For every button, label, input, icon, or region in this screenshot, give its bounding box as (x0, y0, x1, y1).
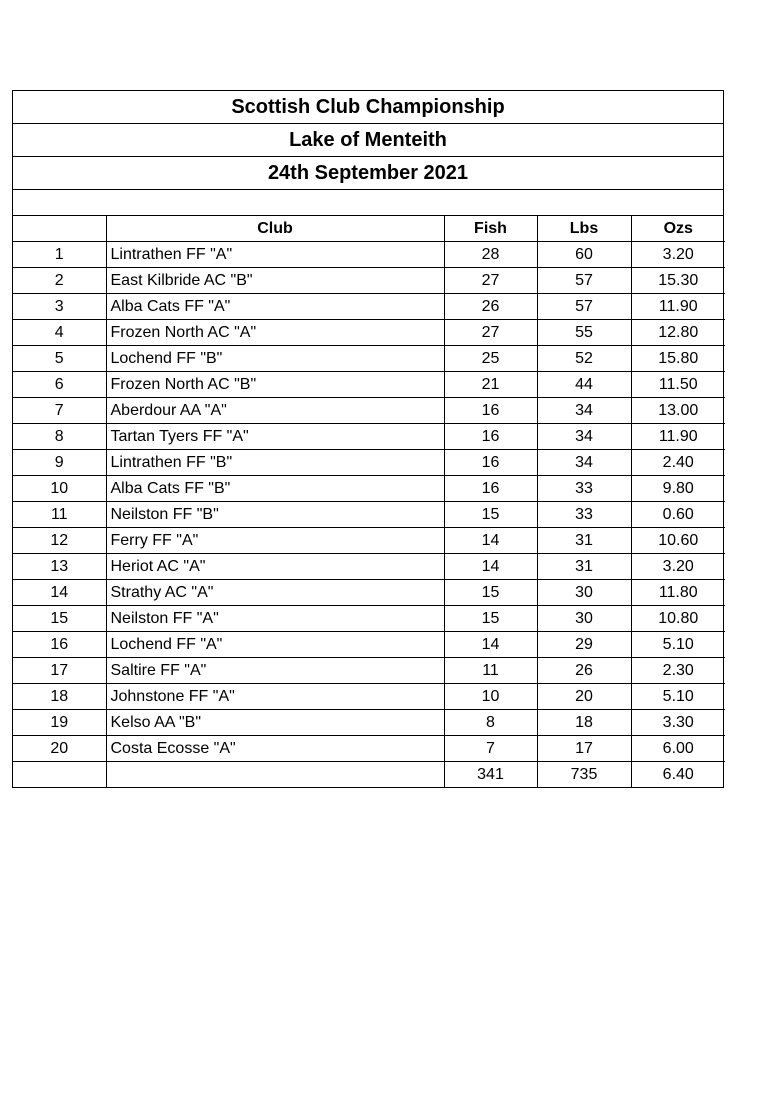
lbs-cell: 57 (537, 268, 631, 294)
club-cell: Strathy AC "A" (106, 580, 444, 606)
lbs-cell: 57 (537, 294, 631, 320)
ozs-cell: 15.30 (631, 268, 725, 294)
ozs-cell: 13.00 (631, 398, 725, 424)
lbs-cell: 31 (537, 528, 631, 554)
ozs-cell: 11.50 (631, 372, 725, 398)
table-row (13, 424, 725, 450)
position-cell: 8 (13, 424, 106, 450)
club-cell: Lintrathen FF "B" (106, 450, 444, 476)
lbs-cell: 30 (537, 580, 631, 606)
ozs-cell: 3.20 (631, 242, 725, 268)
fish-cell: 14 (444, 632, 537, 658)
ozs-cell: 10.80 (631, 606, 725, 632)
fish-cell: 27 (444, 268, 537, 294)
lbs-cell: 26 (537, 658, 631, 684)
col-header-position (13, 216, 106, 242)
ozs-cell: 3.30 (631, 710, 725, 736)
club-cell: Ferry FF "A" (106, 528, 444, 554)
club-cell: Lochend FF "B" (106, 346, 444, 372)
lbs-cell: 52 (537, 346, 631, 372)
table-row (13, 294, 725, 320)
total-fish-cell: 341 (444, 762, 537, 788)
ozs-cell: 2.40 (631, 450, 725, 476)
table-row (13, 736, 725, 762)
club-cell: Lintrathen FF "A" (106, 242, 444, 268)
club-cell: Tartan Tyers FF "A" (106, 424, 444, 450)
ozs-cell: 12.80 (631, 320, 725, 346)
club-cell: Aberdour AA "A" (106, 398, 444, 424)
table-row (13, 684, 725, 710)
table-row (13, 242, 725, 268)
table-row (13, 476, 725, 502)
lbs-cell: 33 (537, 502, 631, 528)
position-cell: 11 (13, 502, 106, 528)
position-cell: 12 (13, 528, 106, 554)
table-row (13, 502, 725, 528)
position-cell: 14 (13, 580, 106, 606)
header-row (13, 216, 725, 242)
club-cell: Heriot AC "A" (106, 554, 444, 580)
lbs-cell: 60 (537, 242, 631, 268)
position-cell: 17 (13, 658, 106, 684)
club-cell: Costa Ecosse "A" (106, 736, 444, 762)
sheet-date: 24th September 2021 (13, 157, 723, 190)
total-lbs-cell: 735 (537, 762, 631, 788)
spacer-row (13, 190, 723, 216)
table-row (13, 346, 725, 372)
table-row (13, 554, 725, 580)
results-body (13, 242, 725, 788)
lbs-cell: 55 (537, 320, 631, 346)
fish-cell: 26 (444, 294, 537, 320)
lbs-cell: 34 (537, 424, 631, 450)
position-cell: 19 (13, 710, 106, 736)
club-cell: Alba Cats FF "A" (106, 294, 444, 320)
lbs-cell: 18 (537, 710, 631, 736)
ozs-cell: 5.10 (631, 632, 725, 658)
table-row (13, 528, 725, 554)
table-row (13, 606, 725, 632)
position-cell: 13 (13, 554, 106, 580)
club-cell: Lochend FF "A" (106, 632, 444, 658)
lbs-cell: 29 (537, 632, 631, 658)
table-row (13, 450, 725, 476)
fish-cell: 16 (444, 450, 537, 476)
club-cell: East Kilbride AC "B" (106, 268, 444, 294)
position-cell: 2 (13, 268, 106, 294)
lbs-cell: 33 (537, 476, 631, 502)
totals-row (13, 762, 725, 788)
fish-cell: 16 (444, 398, 537, 424)
fish-cell: 16 (444, 476, 537, 502)
fish-cell: 15 (444, 502, 537, 528)
lbs-cell: 17 (537, 736, 631, 762)
fish-cell: 14 (444, 554, 537, 580)
table-row (13, 320, 725, 346)
results-sheet (12, 90, 724, 788)
position-cell: 20 (13, 736, 106, 762)
totals-position-cell (13, 762, 106, 788)
lbs-cell: 20 (537, 684, 631, 710)
position-cell: 1 (13, 242, 106, 268)
lbs-cell: 31 (537, 554, 631, 580)
table-row (13, 372, 725, 398)
club-cell: Frozen North AC "B" (106, 372, 444, 398)
table-row (13, 580, 725, 606)
ozs-cell: 6.00 (631, 736, 725, 762)
table-row (13, 632, 725, 658)
club-cell: Kelso AA "B" (106, 710, 444, 736)
lbs-cell: 34 (537, 450, 631, 476)
total-ozs-cell: 6.40 (631, 762, 725, 788)
position-cell: 7 (13, 398, 106, 424)
lbs-cell: 44 (537, 372, 631, 398)
col-header-fish: Fish (444, 216, 537, 242)
table-row (13, 658, 725, 684)
position-cell: 9 (13, 450, 106, 476)
ozs-cell: 11.90 (631, 424, 725, 450)
lbs-cell: 30 (537, 606, 631, 632)
club-cell: Alba Cats FF "B" (106, 476, 444, 502)
fish-cell: 21 (444, 372, 537, 398)
table-row (13, 398, 725, 424)
position-cell: 6 (13, 372, 106, 398)
position-cell: 16 (13, 632, 106, 658)
position-cell: 15 (13, 606, 106, 632)
fish-cell: 25 (444, 346, 537, 372)
position-cell: 10 (13, 476, 106, 502)
table-row (13, 710, 725, 736)
ozs-cell: 11.90 (631, 294, 725, 320)
fish-cell: 14 (444, 528, 537, 554)
club-cell: Neilston FF "B" (106, 502, 444, 528)
ozs-cell: 11.80 (631, 580, 725, 606)
fish-cell: 7 (444, 736, 537, 762)
lbs-cell: 34 (537, 398, 631, 424)
fish-cell: 16 (444, 424, 537, 450)
position-cell: 4 (13, 320, 106, 346)
totals-club-cell (106, 762, 444, 788)
ozs-cell: 5.10 (631, 684, 725, 710)
club-cell: Saltire FF "A" (106, 658, 444, 684)
fish-cell: 15 (444, 580, 537, 606)
fish-cell: 10 (444, 684, 537, 710)
results-table (13, 216, 725, 787)
position-cell: 3 (13, 294, 106, 320)
sheet-title: Scottish Club Championship (13, 91, 723, 124)
sheet-venue: Lake of Menteith (13, 124, 723, 157)
club-cell: Neilston FF "A" (106, 606, 444, 632)
fish-cell: 15 (444, 606, 537, 632)
fish-cell: 28 (444, 242, 537, 268)
fish-cell: 11 (444, 658, 537, 684)
club-cell: Johnstone FF "A" (106, 684, 444, 710)
ozs-cell: 2.30 (631, 658, 725, 684)
position-cell: 5 (13, 346, 106, 372)
position-cell: 18 (13, 684, 106, 710)
col-header-lbs: Lbs (537, 216, 631, 242)
ozs-cell: 15.80 (631, 346, 725, 372)
ozs-cell: 10.60 (631, 528, 725, 554)
table-row (13, 268, 725, 294)
ozs-cell: 0.60 (631, 502, 725, 528)
col-header-ozs: Ozs (631, 216, 725, 242)
col-header-club: Club (106, 216, 444, 242)
fish-cell: 8 (444, 710, 537, 736)
ozs-cell: 9.80 (631, 476, 725, 502)
club-cell: Frozen North AC "A" (106, 320, 444, 346)
fish-cell: 27 (444, 320, 537, 346)
ozs-cell: 3.20 (631, 554, 725, 580)
